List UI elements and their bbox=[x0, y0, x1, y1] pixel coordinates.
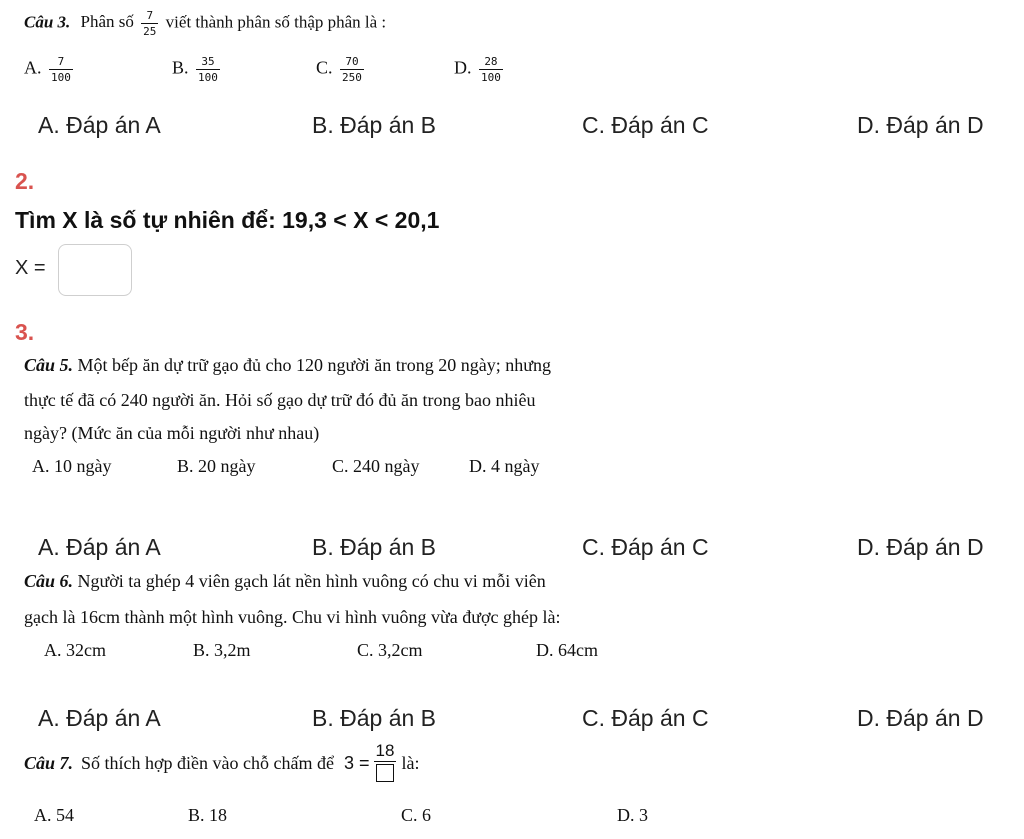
answer-option-d[interactable]: D. Đáp án D bbox=[857, 112, 984, 138]
fraction-numerator: 28 bbox=[484, 55, 498, 68]
question-text: Một bếp ăn dự trữ gạo đủ cho 120 người ăn trong 20 ngày; nhưng bbox=[77, 355, 552, 375]
answer-option-a[interactable]: A. Đáp án A bbox=[38, 112, 161, 138]
blank-square-icon bbox=[376, 764, 394, 782]
image-option-b: B. 20 ngày bbox=[177, 456, 256, 476]
option-letter: A. bbox=[24, 57, 42, 78]
image-option-d: D. 3 bbox=[617, 805, 648, 825]
fraction-denominator: 100 bbox=[51, 71, 71, 84]
fraction-numerator: 7 bbox=[146, 9, 154, 22]
question-label: Câu 7. bbox=[24, 752, 74, 773]
answer-option-a[interactable]: A. Đáp án A bbox=[38, 534, 161, 560]
fraction bbox=[479, 56, 503, 83]
question-number: 2. bbox=[15, 168, 35, 194]
fraction-denominator bbox=[374, 761, 396, 784]
fraction bbox=[141, 10, 158, 37]
question-image-cau-5-line-3: ngày? (Mức ăn của mỗi người như nhau) bbox=[24, 423, 320, 443]
answer-option-b[interactable]: B. Đáp án B bbox=[312, 112, 437, 138]
fraction bbox=[340, 56, 364, 83]
fraction-denominator: 250 bbox=[342, 71, 362, 84]
fraction-numerator: 35 bbox=[201, 55, 215, 68]
image-option-c: C. 6 bbox=[401, 805, 432, 825]
question-stem: Tìm X là số tự nhiên để: 19,3 < X < 20,1 bbox=[15, 207, 440, 233]
answer-option-b[interactable]: B. Đáp án B bbox=[312, 705, 437, 731]
answer-option-c[interactable]: C. Đáp án C bbox=[582, 112, 709, 138]
answer-option-c[interactable]: C. Đáp án C bbox=[582, 534, 709, 560]
fraction bbox=[196, 56, 220, 83]
question-image-cau-3 bbox=[24, 10, 386, 37]
image-option-d bbox=[454, 56, 506, 83]
option-letter: D. bbox=[454, 57, 472, 78]
question-label: Câu 6. bbox=[24, 571, 74, 591]
fraction-numerator: 18 bbox=[375, 741, 395, 760]
image-option-d: D. 64cm bbox=[536, 640, 598, 660]
question-label: Câu 3. bbox=[24, 12, 71, 32]
fraction-denominator: 25 bbox=[143, 25, 157, 38]
image-option-b: B. 3,2m bbox=[193, 640, 251, 660]
image-option-a bbox=[24, 56, 76, 83]
answer-label: X = bbox=[15, 257, 46, 279]
image-option-a: A. 54 bbox=[34, 805, 74, 825]
fraction bbox=[49, 56, 73, 83]
image-option-b: B. 18 bbox=[188, 805, 228, 825]
question-image-cau-6-line-1 bbox=[24, 571, 546, 592]
answer-option-d[interactable]: D. Đáp án D bbox=[857, 534, 984, 560]
image-option-c bbox=[316, 56, 367, 83]
question-text: Phân số bbox=[80, 12, 134, 32]
question-text: Số thích hợp điền vào chỗ chấm để bbox=[81, 752, 334, 773]
question-label: Câu 5. bbox=[24, 355, 74, 375]
question-text: viết thành phân số thập phân là : bbox=[165, 12, 387, 32]
answer-option-b[interactable]: B. Đáp án B bbox=[312, 534, 437, 560]
fraction-denominator: 100 bbox=[481, 71, 501, 84]
question-image-cau-5-line-2: thực tế đã có 240 người ăn. Hỏi số gạo dự trữ đó đủ ăn trong bao nhiêu bbox=[24, 390, 536, 410]
question-text: là: bbox=[401, 752, 420, 773]
question-image-cau-5-line-1 bbox=[24, 355, 551, 376]
fraction-denominator: 100 bbox=[198, 71, 218, 84]
image-option-a: A. 32cm bbox=[44, 640, 106, 660]
image-option-a: A. 10 ngày bbox=[32, 456, 112, 476]
question-image-cau-6-line-2: gạch là 16cm thành một hình vuông. Chu vi hình vuông vừa được ghép là: bbox=[24, 607, 561, 627]
image-option-b bbox=[172, 56, 223, 83]
fraction-numerator: 7 bbox=[57, 55, 65, 68]
fraction-numerator: 70 bbox=[345, 55, 359, 68]
question-image-cau-7 bbox=[24, 742, 419, 784]
answer-option-d[interactable]: D. Đáp án D bbox=[857, 705, 984, 731]
option-letter: B. bbox=[172, 57, 189, 78]
fraction bbox=[374, 742, 397, 784]
image-option-c: C. 3,2cm bbox=[357, 640, 423, 660]
expression-left: 3 = bbox=[344, 752, 370, 773]
image-option-d: D. 4 ngày bbox=[469, 456, 540, 476]
question-text: Người ta ghép 4 viên gạch lát nền hình vuông có chu vi mỗi viên bbox=[77, 571, 546, 591]
answer-option-a[interactable]: A. Đáp án A bbox=[38, 705, 161, 731]
answer-input-box[interactable] bbox=[58, 244, 132, 296]
image-option-c: C. 240 ngày bbox=[332, 456, 420, 476]
question-number: 3. bbox=[15, 319, 35, 345]
answer-option-c[interactable]: C. Đáp án C bbox=[582, 705, 709, 731]
option-letter: C. bbox=[316, 57, 333, 78]
